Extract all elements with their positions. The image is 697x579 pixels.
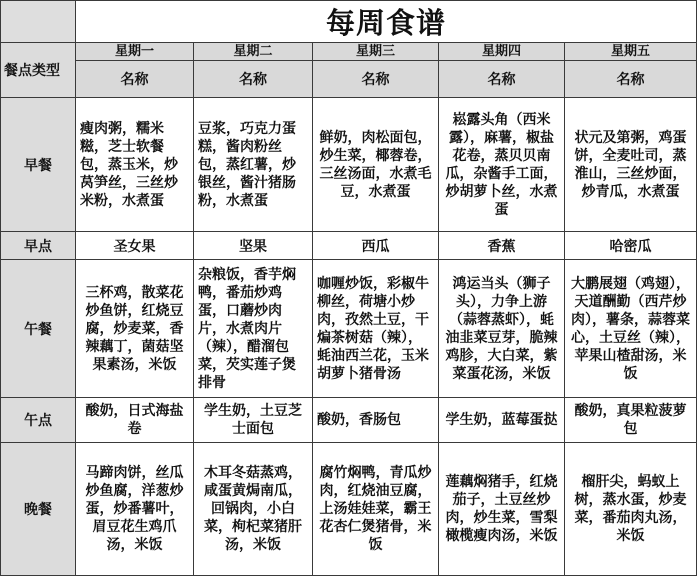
menu-cell: 杂粮饭，香芋焖鸭，番茄炒鸡蛋，口蘑炒肉片，水煮肉片（辣），醋溜包菜，芡实莲子煲排骨 (194, 260, 313, 398)
menu-cell: 哈密瓜 (565, 232, 697, 260)
menu-cell: 学生奶，土豆芝士面包 (194, 398, 313, 443)
name-header: 名称 (565, 61, 697, 98)
day-header-wed: 星期三 (313, 43, 439, 61)
meal-label-morning-snack: 早点 (1, 232, 76, 260)
menu-cell: 瘦肉粥，糯米糍，芝士软餐包，蒸玉米，炒莴笋丝，三丝炒米粉，水煮蛋 (76, 98, 194, 232)
menu-cell: 酸奶，日式海盐卷 (76, 398, 194, 443)
menu-cell: 咖喱炒饭，彩椒牛柳丝，荷塘小炒肉，孜然土豆，干煸茶树菇（辣），蚝油西兰花，玉米胡萝卜猪骨汤 (313, 260, 439, 398)
menu-cell: 香蕉 (439, 232, 565, 260)
menu-cell: 学生奶，蓝莓蛋挞 (439, 398, 565, 443)
menu-cell: 豆浆，巧克力蛋糕，酱肉粉丝包，蒸红薯，炒银丝，酱汁猪肠粉，水煮蛋 (194, 98, 313, 232)
meal-label-lunch: 午餐 (1, 260, 76, 398)
menu-cell: 酸奶，香肠包 (313, 398, 439, 443)
menu-cell: 酸奶，真果粒菠萝包 (565, 398, 697, 443)
day-header-thu: 星期四 (439, 43, 565, 61)
day-header-tue: 星期二 (194, 43, 313, 61)
morning-snack-row (1, 232, 697, 260)
corner-cell (1, 1, 76, 43)
lunch-row (1, 260, 697, 398)
menu-cell: 鲜奶，肉松面包，炒生菜，椰蓉卷，三丝汤面，水煮毛豆，水煮蛋 (313, 98, 439, 232)
name-header: 名称 (76, 61, 194, 98)
menu-cell: 西瓜 (313, 232, 439, 260)
menu-cell: 木耳冬菇蒸鸡，咸蛋黄焗南瓜，回锅肉，小白菜，枸杞菜猪肝汤，米饭 (194, 443, 313, 576)
name-header: 名称 (439, 61, 565, 98)
menu-cell: 腐竹焖鸭，青瓜炒肉，红烧油豆腐，上汤娃娃菜，霸王花杏仁煲猪骨，米饭 (313, 443, 439, 576)
menu-cell: 莲藕焖猪手，红烧茄子，土豆丝炒肉，炒生菜，雪梨橄榄瘦肉汤，米饭 (439, 443, 565, 576)
day-header-fri: 星期五 (565, 43, 697, 61)
meal-label-dinner: 晚餐 (1, 443, 76, 576)
meal-label-breakfast: 早餐 (1, 98, 76, 232)
meal-label-afternoon-snack: 午点 (1, 398, 76, 443)
menu-cell: 崧露头角（西米露），麻薯，椒盐花卷，蒸贝贝南瓜，杂酱手工面，炒胡萝卜丝，水煮蛋 (439, 98, 565, 232)
menu-cell: 榴肝尖，蚂蚁上树，蒸水蛋，炒麦菜，番茄肉丸汤，米饭 (565, 443, 697, 576)
name-header: 名称 (313, 61, 439, 98)
menu-cell: 坚果 (194, 232, 313, 260)
day-header-mon: 星期一 (76, 43, 194, 61)
dinner-row (1, 443, 697, 576)
menu-cell: 马蹄肉饼，丝瓜炒鱼腐，洋葱炒蛋，炒番薯叶，眉豆花生鸡爪汤，米饭 (76, 443, 194, 576)
breakfast-row (1, 98, 697, 232)
name-header: 名称 (194, 61, 313, 98)
menu-cell: 圣女果 (76, 232, 194, 260)
menu-cell: 大鹏展翅（鸡翅），天道酬勤（西芹炒肉），薯条，蒜蓉菜心，土豆丝（辣），苹果山楂甜汤，米饭 (565, 260, 697, 398)
menu-cell: 鸿运当头（狮子头），力争上游（蒜蓉蒸虾），蚝油韭菜豆芽，脆辣鸡胗，大白菜，紫菜蛋花汤，米饭 (439, 260, 565, 398)
page-title: 每周食谱 (76, 1, 697, 43)
menu-cell: 三杯鸡，散菜花炒鱼饼，红烧豆腐，炒麦菜，香辣藕丁，菌菇坚果素汤，米饭 (76, 260, 194, 398)
menu-cell: 状元及第粥，鸡蛋饼，全麦吐司，蒸淮山，三丝炒面，炒青瓜，水煮蛋 (565, 98, 697, 232)
afternoon-snack-row (1, 398, 697, 443)
meal-type-header: 餐点类型 (1, 43, 76, 98)
